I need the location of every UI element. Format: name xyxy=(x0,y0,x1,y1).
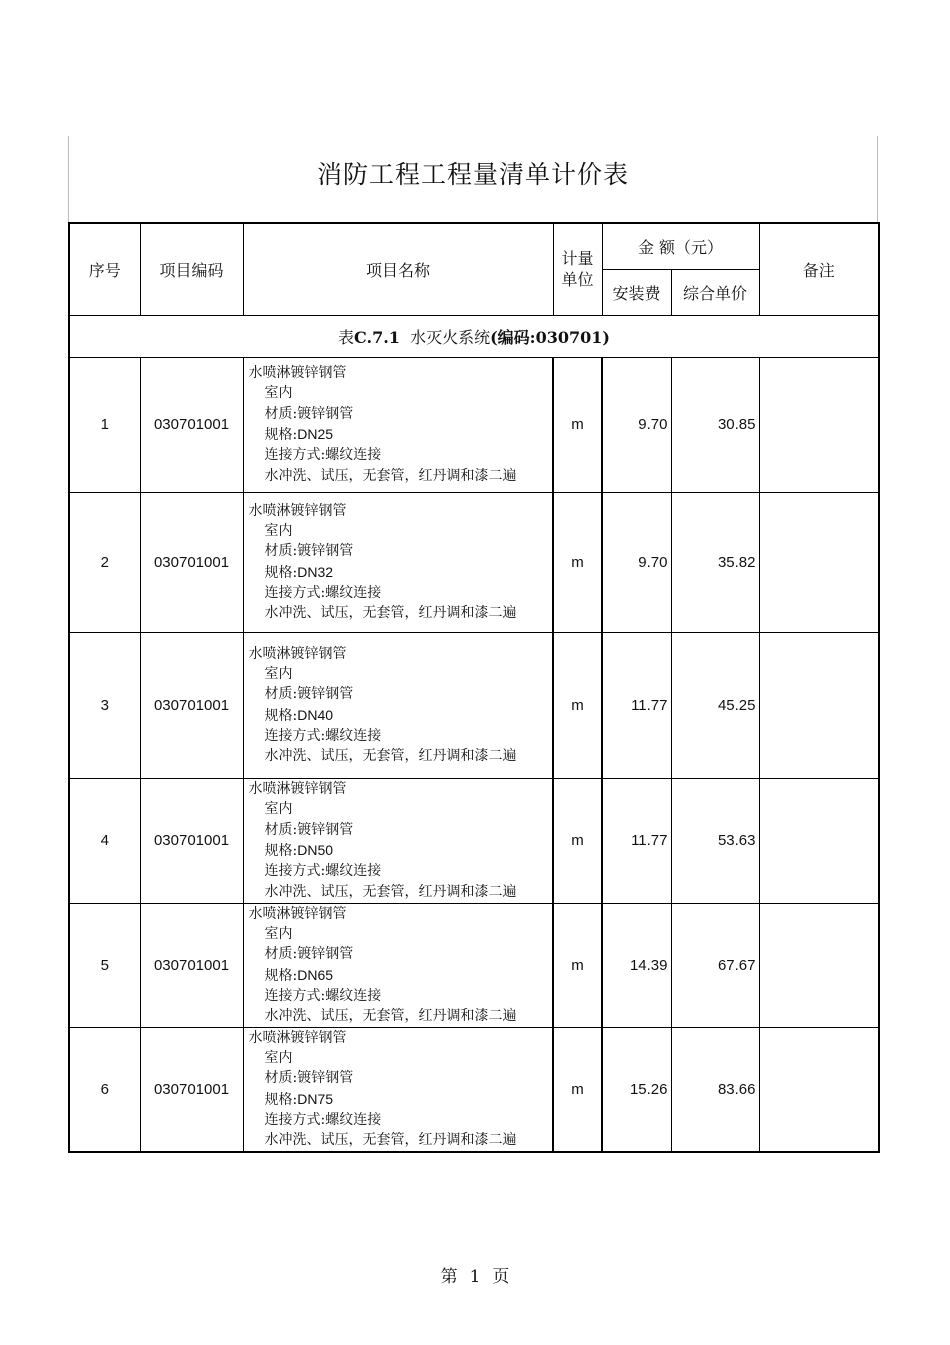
row-spec-value: DN40 xyxy=(297,706,334,723)
row-material: 材质:镀锌钢管 xyxy=(264,946,354,963)
table-row xyxy=(69,357,879,492)
row-spec-label: 规格: xyxy=(264,564,298,581)
footer-prefix: 第 xyxy=(440,1267,458,1287)
row-unit-price: 53.63 xyxy=(671,778,759,903)
row-location: 室内 xyxy=(264,801,293,818)
row-extra: 水冲洗、试压，无套管，红丹调和漆二遍 xyxy=(264,883,517,900)
row-install-fee: 9.70 xyxy=(602,357,671,492)
row-spec xyxy=(249,965,553,986)
section-row xyxy=(69,315,879,357)
header-row-1 xyxy=(69,223,879,269)
row-unit: m xyxy=(553,1027,602,1152)
row-material: 材质:镀锌钢管 xyxy=(264,821,354,838)
row-unit-price: 67.67 xyxy=(671,903,759,1027)
page-footer xyxy=(0,1262,950,1287)
header-name: 项目名称 xyxy=(243,223,553,315)
row-remark xyxy=(759,1027,879,1152)
table-row xyxy=(69,778,879,903)
row-unit-price: 45.25 xyxy=(671,632,759,778)
row-remark xyxy=(759,492,879,632)
row-install-fee: 14.39 xyxy=(602,903,671,1027)
row-extra: 水冲洗、试压，无套管，红丹调和漆二遍 xyxy=(264,748,517,765)
row-description xyxy=(243,778,553,903)
row-remark xyxy=(759,357,879,492)
row-install-fee: 11.77 xyxy=(602,632,671,778)
row-spec-value: DN25 xyxy=(297,426,334,442)
row-location: 室内 xyxy=(264,1050,293,1067)
row-install-fee: 15.26 xyxy=(602,1027,671,1152)
row-unit-price: 30.85 xyxy=(671,357,759,492)
row-code: 030701001 xyxy=(140,492,243,632)
row-spec-value: DN32 xyxy=(297,563,334,580)
header-unit xyxy=(553,223,602,315)
row-extra: 水冲洗、试压，无套管，红丹调和漆二遍 xyxy=(264,467,517,484)
row-item-name: 水喷淋镀锌钢管 xyxy=(248,1029,347,1046)
row-unit: m xyxy=(553,357,602,492)
row-spec-value: DN65 xyxy=(297,966,334,983)
header-code: 项目编码 xyxy=(140,223,243,315)
row-seq: 2 xyxy=(69,492,140,632)
row-install-fee: 11.77 xyxy=(602,778,671,903)
row-seq: 4 xyxy=(69,778,140,903)
row-connection: 连接方式:螺纹连接 xyxy=(264,584,382,601)
table-row xyxy=(69,903,879,1027)
header-seq: 序号 xyxy=(69,223,140,315)
row-spec xyxy=(249,705,553,726)
header-install-fee: 安装费 xyxy=(602,269,671,315)
row-spec xyxy=(249,1089,553,1110)
row-material: 材质:镀锌钢管 xyxy=(264,543,354,560)
row-remark xyxy=(759,903,879,1027)
section-title xyxy=(69,315,879,357)
row-location: 室内 xyxy=(264,925,293,942)
row-item-name: 水喷淋镀锌钢管 xyxy=(248,365,347,382)
section-code-label: C.7.1 xyxy=(354,327,400,347)
price-table xyxy=(68,222,880,1153)
row-spec-value: DN50 xyxy=(297,842,334,858)
row-unit: m xyxy=(553,632,602,778)
row-spec-label: 规格: xyxy=(264,707,298,724)
row-item-name: 水喷淋镀锌钢管 xyxy=(248,905,347,922)
row-material: 材质:镀锌钢管 xyxy=(264,686,354,703)
row-spec xyxy=(249,562,553,583)
section-prefix: 表 xyxy=(338,327,355,347)
row-install-fee: 9.70 xyxy=(602,492,671,632)
row-extra: 水冲洗、试压，无套管，红丹调和漆二遍 xyxy=(264,605,517,622)
page-title: 消防工程工程量清单计价表 xyxy=(316,160,629,189)
row-connection: 连接方式:螺纹连接 xyxy=(264,1112,382,1129)
footer-suffix: 页 xyxy=(492,1267,510,1287)
row-extra: 水冲洗、试压，无套管，红丹调和漆二遍 xyxy=(264,1132,517,1149)
header-amount: 金 额（元） xyxy=(602,223,759,269)
row-spec xyxy=(249,840,553,861)
row-description xyxy=(243,1027,553,1152)
row-extra: 水冲洗、试压，无套管，红丹调和漆二遍 xyxy=(264,1008,517,1025)
row-unit: m xyxy=(553,903,602,1027)
row-description xyxy=(243,903,553,1027)
section-name: 水灭火系统 xyxy=(410,327,491,347)
row-material: 材质:镀锌钢管 xyxy=(264,405,354,422)
row-item-name: 水喷淋镀锌钢管 xyxy=(248,502,347,519)
row-code: 030701001 xyxy=(140,632,243,778)
row-seq: 5 xyxy=(69,903,140,1027)
row-spec-label: 规格: xyxy=(264,843,298,859)
row-code: 030701001 xyxy=(140,1027,243,1152)
row-unit-price: 35.82 xyxy=(671,492,759,632)
row-connection: 连接方式:螺纹连接 xyxy=(264,727,382,744)
row-remark xyxy=(759,778,879,903)
header-unit-line1: 计量 xyxy=(561,249,594,269)
row-spec-label: 规格: xyxy=(264,427,298,443)
section-code: (编码:030701) xyxy=(490,327,610,347)
header-unit-price: 综合单价 xyxy=(671,269,759,315)
row-description xyxy=(243,357,553,492)
row-seq: 1 xyxy=(69,357,140,492)
table-row xyxy=(69,1027,879,1152)
row-code: 030701001 xyxy=(140,357,243,492)
row-spec-label: 规格: xyxy=(264,967,298,984)
row-code: 030701001 xyxy=(140,903,243,1027)
row-spec-value: DN75 xyxy=(297,1090,334,1107)
footer-page-number: 1 xyxy=(469,1267,481,1287)
row-remark xyxy=(759,632,879,778)
row-unit-price: 83.66 xyxy=(671,1027,759,1152)
row-connection: 连接方式:螺纹连接 xyxy=(264,863,382,880)
header-remark: 备注 xyxy=(759,223,879,315)
row-spec-label: 规格: xyxy=(264,1091,298,1108)
row-item-name: 水喷淋镀锌钢管 xyxy=(248,645,347,662)
row-location: 室内 xyxy=(264,385,293,402)
row-connection: 连接方式:螺纹连接 xyxy=(264,987,382,1004)
row-description xyxy=(243,632,553,778)
table-row xyxy=(69,632,879,778)
row-location: 室内 xyxy=(264,522,293,539)
row-spec xyxy=(249,424,553,445)
row-seq: 3 xyxy=(69,632,140,778)
row-connection: 连接方式:螺纹连接 xyxy=(264,447,382,464)
row-seq: 6 xyxy=(69,1027,140,1152)
row-location: 室内 xyxy=(264,665,293,682)
row-item-name: 水喷淋镀锌钢管 xyxy=(248,781,347,798)
row-material: 材质:镀锌钢管 xyxy=(264,1070,354,1087)
row-code: 030701001 xyxy=(140,778,243,903)
row-unit: m xyxy=(553,778,602,903)
table-row xyxy=(69,492,879,632)
row-unit: m xyxy=(553,492,602,632)
header-unit-line2: 单位 xyxy=(561,270,594,290)
row-description xyxy=(243,492,553,632)
